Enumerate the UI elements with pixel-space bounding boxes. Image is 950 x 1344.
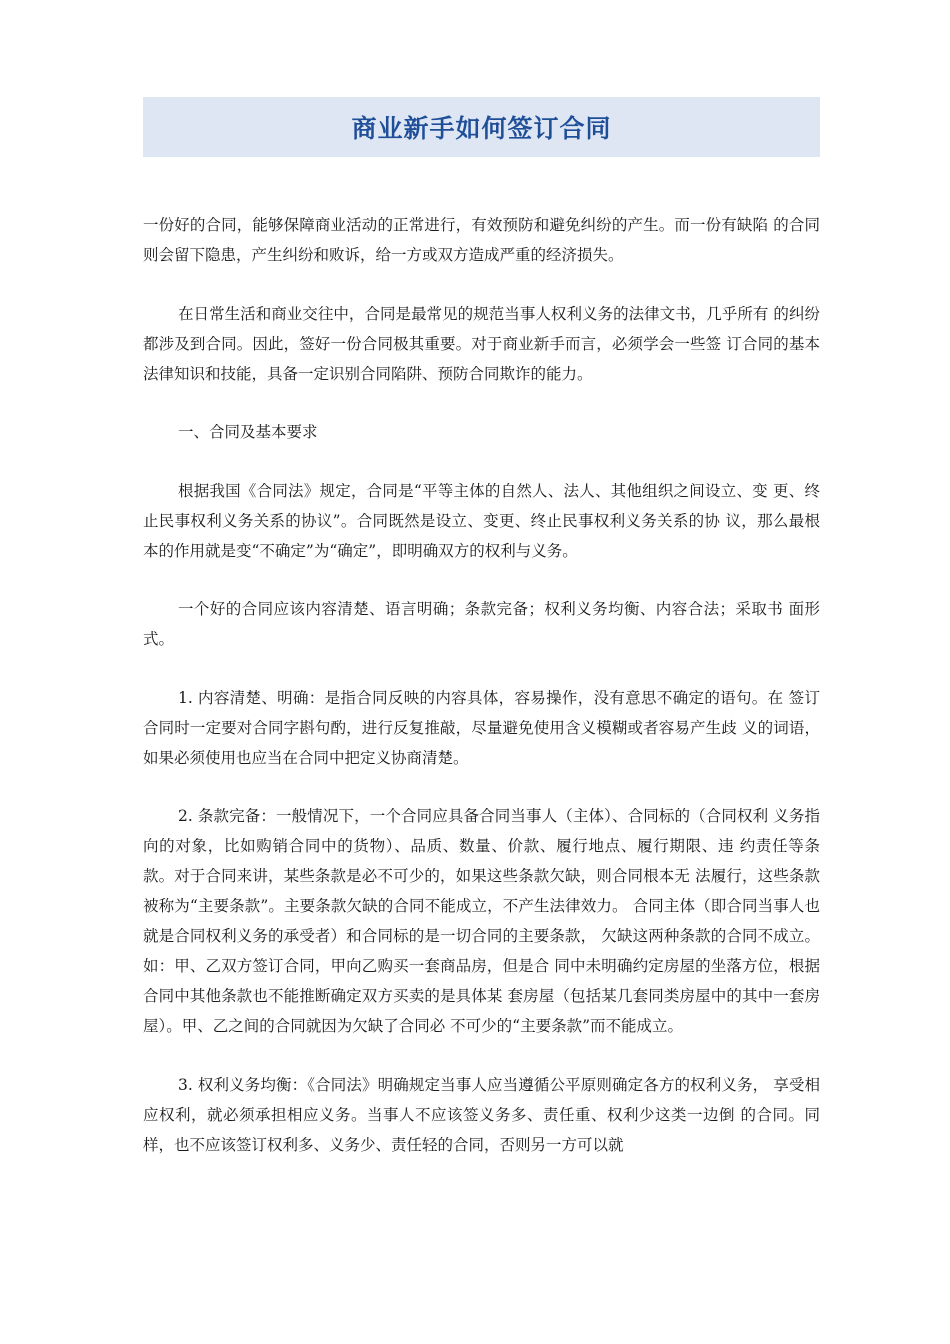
document-title: 商业新手如何签订合同 [351,114,612,143]
paragraph-item-3: 3. 权利义务均衡：《合同法》明确规定当事人应当遵循公平原则确定各方的权利义务， 享受相应权利，就必须承担相应义务。当事人不应该签义务多、责任重、权利少这类一边倒 的合同。同样，也不应该签订权利多、义务少、责任轻的合同，否则另一方可以就 [143,1075,820,1154]
paragraph-item-2: 2. 条款完备：一般情况下，一个合同应具备合同当事人（主体）、合同标的（合同权利 义务指向的对象，比如购销合同中的货物）、品质、数量、价款、履行地点、履行期限、违 约责任等条款。对于合同来讲，某些条款是必不可少的，如果这些条款欠缺，则合同根本无 法履行，这些条款被称为“主要条款”。主要条款欠缺的合同不能成立，不产生法律效力。 合同主体（即合同当事人也就是合同权利义务的承受者）和合同标的是一切合同的主要条款， 欠缺这两种条款的合同不成立。如：甲、乙双方签订合同，甲向乙购买一套商品房，但是合 同中未明确约定房屋的坐落方位，根据合同中其他条款也不能推断确定双方买卖的是具体某 套房屋（包括某几套同类房屋中的其中一套房屋）。甲、乙之间的合同就因为欠缺了合同必 不可少的“主要条款”而不能成立。 [143,807,820,1035]
document-body [143,210,820,1188]
title-banner [143,97,820,157]
paragraph-definition: 根据我国《合同法》规定，合同是“平等主体的自然人、法人、其他组织之间设立、变 更、终止民事权利义务关系的协议”。合同既然是设立、变更、终止民事权利义务关系的协 议，那么最根本的作用就是变“不确定”为“确定”，即明确双方的权利与义务。 [143,481,820,560]
paragraph-importance: 在日常生活和商业交往中，合同是最常见的规范当事人权利义务的法律文书，几乎所有 的纠纷都涉及到合同。因此，签好一份合同极其重要。对于商业新手而言，必须学会一些签 订合同的基本法律知识和技能，具备一定识别合同陷阱、预防合同欺诈的能力。 [143,304,820,383]
paragraph-requirements: 一个好的合同应该内容清楚、语言明确；条款完备；权利义务均衡、内容合法；采取书 面形式。 [143,600,820,648]
paragraph-item-1: 1. 内容清楚、明确：是指合同反映的内容具体，容易操作，没有意思不确定的语句。在 签订合同时一定要对合同字斟句酌，进行反复推敲，尽量避免使用含义模糊或者容易产生歧 义的词语，如果必须使用也应当在合同中把定义协商清楚。 [143,688,820,767]
section-heading-1: 一、合同及基本要求 [178,423,318,441]
paragraph-intro: 一份好的合同，能够保障商业活动的正常进行，有效预防和避免纠纷的产生。而一份有缺陷 的合同则会留下隐患，产生纠纷和败诉，给一方或双方造成严重的经济损失。 [143,216,820,264]
